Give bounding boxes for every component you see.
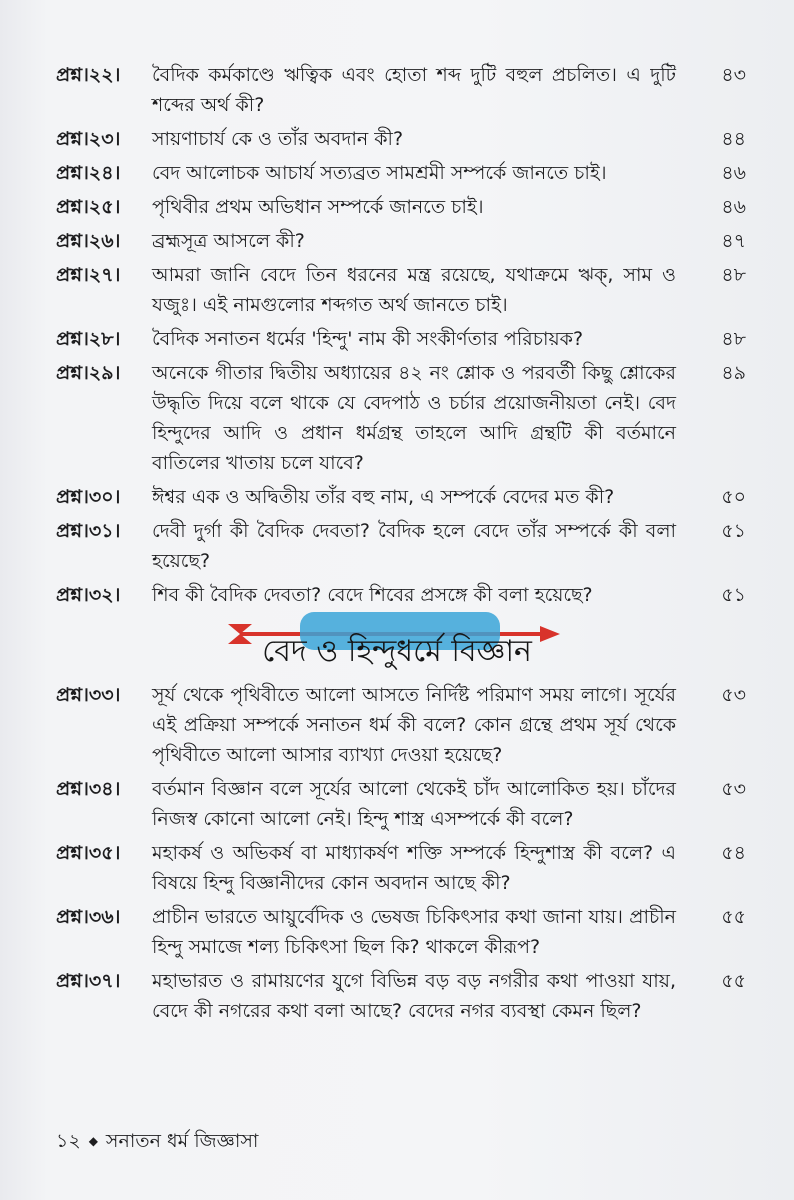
question-text: প্রাচীন ভারতে আয়ুর্বেদিক ও ভেষজ চিকিৎসার কথা জানা যায়। প্রাচীন হিন্দু সমাজে শল্য চিকিৎসা ছিল কি? থাকলে কীরূপ? [152, 906, 676, 958]
question-number: প্রশ্ন।২৩। [56, 128, 121, 150]
question-number: প্রশ্ন।২৮। [56, 328, 121, 350]
page-ref: ৫৩ [721, 778, 746, 800]
toc-entry [56, 260, 746, 320]
toc-entry [56, 358, 746, 478]
question-number: প্রশ্ন।২৬। [56, 230, 121, 252]
question-number: প্রশ্ন।২৫। [56, 196, 121, 218]
question-text: শিব কী বৈদিক দেবতা? বেদে শিবের প্রসঙ্গে কী বলা হয়েছে? [152, 584, 593, 606]
page-ref: ৫৩ [721, 684, 746, 706]
page-ref: ৫১ [721, 520, 746, 542]
page-number: ১২ [56, 1130, 81, 1152]
bullet-icon: ◆ [88, 1134, 98, 1148]
page-ref: ৪৯ [721, 362, 746, 384]
question-text: বেদ আলোচক আচার্য সত্যব্রত সামশ্রমী সম্পর্কে জানতে চাই। [152, 162, 607, 184]
page-ref: ৫৫ [721, 906, 746, 928]
question-text: ব্রহ্মসূত্র আসলে কী? [152, 230, 305, 252]
page-ref: ৪৩ [721, 64, 746, 86]
toc-entry [56, 966, 746, 1026]
question-text: দেবী দুর্গা কী বৈদিক দেবতা? বৈদিক হলে বেদে তাঁর সম্পর্কে কী বলা হয়েছে? [152, 520, 676, 572]
question-number: প্রশ্ন।৩৭। [56, 970, 121, 992]
question-number: প্রশ্ন।৩৫। [56, 842, 121, 864]
page-ref: ৪৭ [721, 230, 746, 252]
question-number: প্রশ্ন।২৪। [56, 162, 121, 184]
toc-entry [56, 60, 746, 120]
question-number: প্রশ্ন।২৭। [56, 264, 121, 286]
question-number: প্রশ্ন।৩১। [56, 520, 121, 542]
toc-entry [56, 680, 746, 770]
question-list-top [56, 60, 746, 614]
toc-entry [56, 902, 746, 962]
toc-entry [56, 516, 746, 576]
toc-entry [56, 324, 746, 354]
question-text: সায়ণাচার্য কে ও তাঁর অবদান কী? [152, 128, 404, 150]
question-number: প্রশ্ন।২২। [56, 64, 121, 86]
question-number: প্রশ্ন।৩৩। [56, 684, 121, 706]
page-ref: ৫০ [721, 486, 746, 508]
question-text: অনেকে গীতার দ্বিতীয় অধ্যায়ের ৪২ নং শ্লোক ও পরবর্তী কিছু শ্লোকের উদ্ধৃতি দিয়ে বলে থাকে যে বেদপাঠ ও চর্চার প্রয়োজনীয়তা নেই। বেদ হিন্দুদের আদি ও প্রধান ধর্মগ্রন্থ তাহলে আদি গ্রন্থটি কী বর্তমানে বাতিলের খাতায় চলে যাবে? [152, 362, 676, 474]
page-ref: ৪৬ [721, 196, 746, 218]
toc-entry [56, 838, 746, 898]
page-ref: ৪৪ [721, 128, 746, 150]
page-ref: ৪৮ [721, 328, 746, 350]
page-ref: ৫৫ [721, 970, 746, 992]
toc-entry [56, 226, 746, 256]
question-text: বৈদিক সনাতন ধর্মের 'হিন্দু' নাম কী সংকীর্ণতার পরিচায়ক? [152, 328, 584, 350]
question-text: মহাকর্ষ ও অভিকর্ষ বা মাধ্যাকর্ষণ শক্তি সম্পর্কে হিন্দুশাস্ত্র কী বলে? এ বিষয়ে হিন্দু বিজ্ঞানীদের কোন অবদান আছে কী? [152, 842, 676, 894]
question-text: বৈদিক কর্মকাণ্ডে ঋত্বিক এবং হোতা শব্দ দুটি বহুল প্রচলিত। এ দুটি শব্দের অর্থ কী? [152, 64, 676, 116]
question-list-bottom [56, 680, 746, 1030]
question-number: প্রশ্ন।২৯। [56, 362, 121, 384]
question-text: বর্তমান বিজ্ঞান বলে সূর্যের আলো থেকেই চাঁদ আলোকিত হয়। চাঁদের নিজস্ব কোনো আলো নেই। হিন্দু শাস্ত্র এসম্পর্কে কী বলে? [152, 778, 676, 830]
toc-entry [56, 158, 746, 188]
page-ref: ৫৪ [721, 842, 746, 864]
book-title: সনাতন ধর্ম জিজ্ঞাসা [105, 1130, 259, 1152]
page-footer [56, 1127, 258, 1155]
section-heading-block [0, 604, 794, 678]
question-number: প্রশ্ন।৩৬। [56, 906, 121, 928]
question-text: পৃথিবীর প্রথম অভিধান সম্পর্কে জানতে চাই। [152, 196, 484, 218]
question-text: আমরা জানি বেদে তিন ধরনের মন্ত্র রয়েছে, যথাক্রমে ঋক্, সাম ও যজুঃ। এই নামগুলোর শব্দগত অর্থ জানতে চাই। [152, 264, 676, 316]
question-number: প্রশ্ন।৩৪। [56, 778, 121, 800]
question-number: প্রশ্ন।৩০। [56, 486, 121, 508]
toc-entry [56, 124, 746, 154]
question-number: প্রশ্ন।৩২। [56, 584, 121, 606]
toc-entry [56, 482, 746, 512]
toc-entry [56, 774, 746, 834]
page-ref: ৪৮ [721, 264, 746, 286]
question-text: ঈশ্বর এক ও অদ্বিতীয় তাঁর বহু নাম, এ সম্পর্কে বেদের মত কী? [152, 486, 615, 508]
page-ref: ৪৬ [721, 162, 746, 184]
question-text: সূর্য থেকে পৃথিবীতে আলো আসতে নির্দিষ্ট পরিমাণ সময় লাগে। সূর্যের এই প্রক্রিয়া সম্পর্কে সনাতন ধর্ম কী বলে? কোন গ্রন্থে প্রথম সূর্য থেকে পৃথিবীতে আলো আসার ব্যাখ্যা দেওয়া হয়েছে? [152, 684, 676, 766]
toc-entry [56, 192, 746, 222]
page-ref: ৫১ [721, 584, 746, 606]
question-text: মহাভারত ও রামায়ণের যুগে বিভিন্ন বড় বড় নগরীর কথা পাওয়া যায়, বেদে কী নগরের কথা বলা আছে? বেদের নগর ব্যবস্থা কেমন ছিল? [152, 970, 676, 1022]
section-heading: বেদ ও হিন্দুধর্মে বিজ্ঞান [262, 634, 532, 669]
